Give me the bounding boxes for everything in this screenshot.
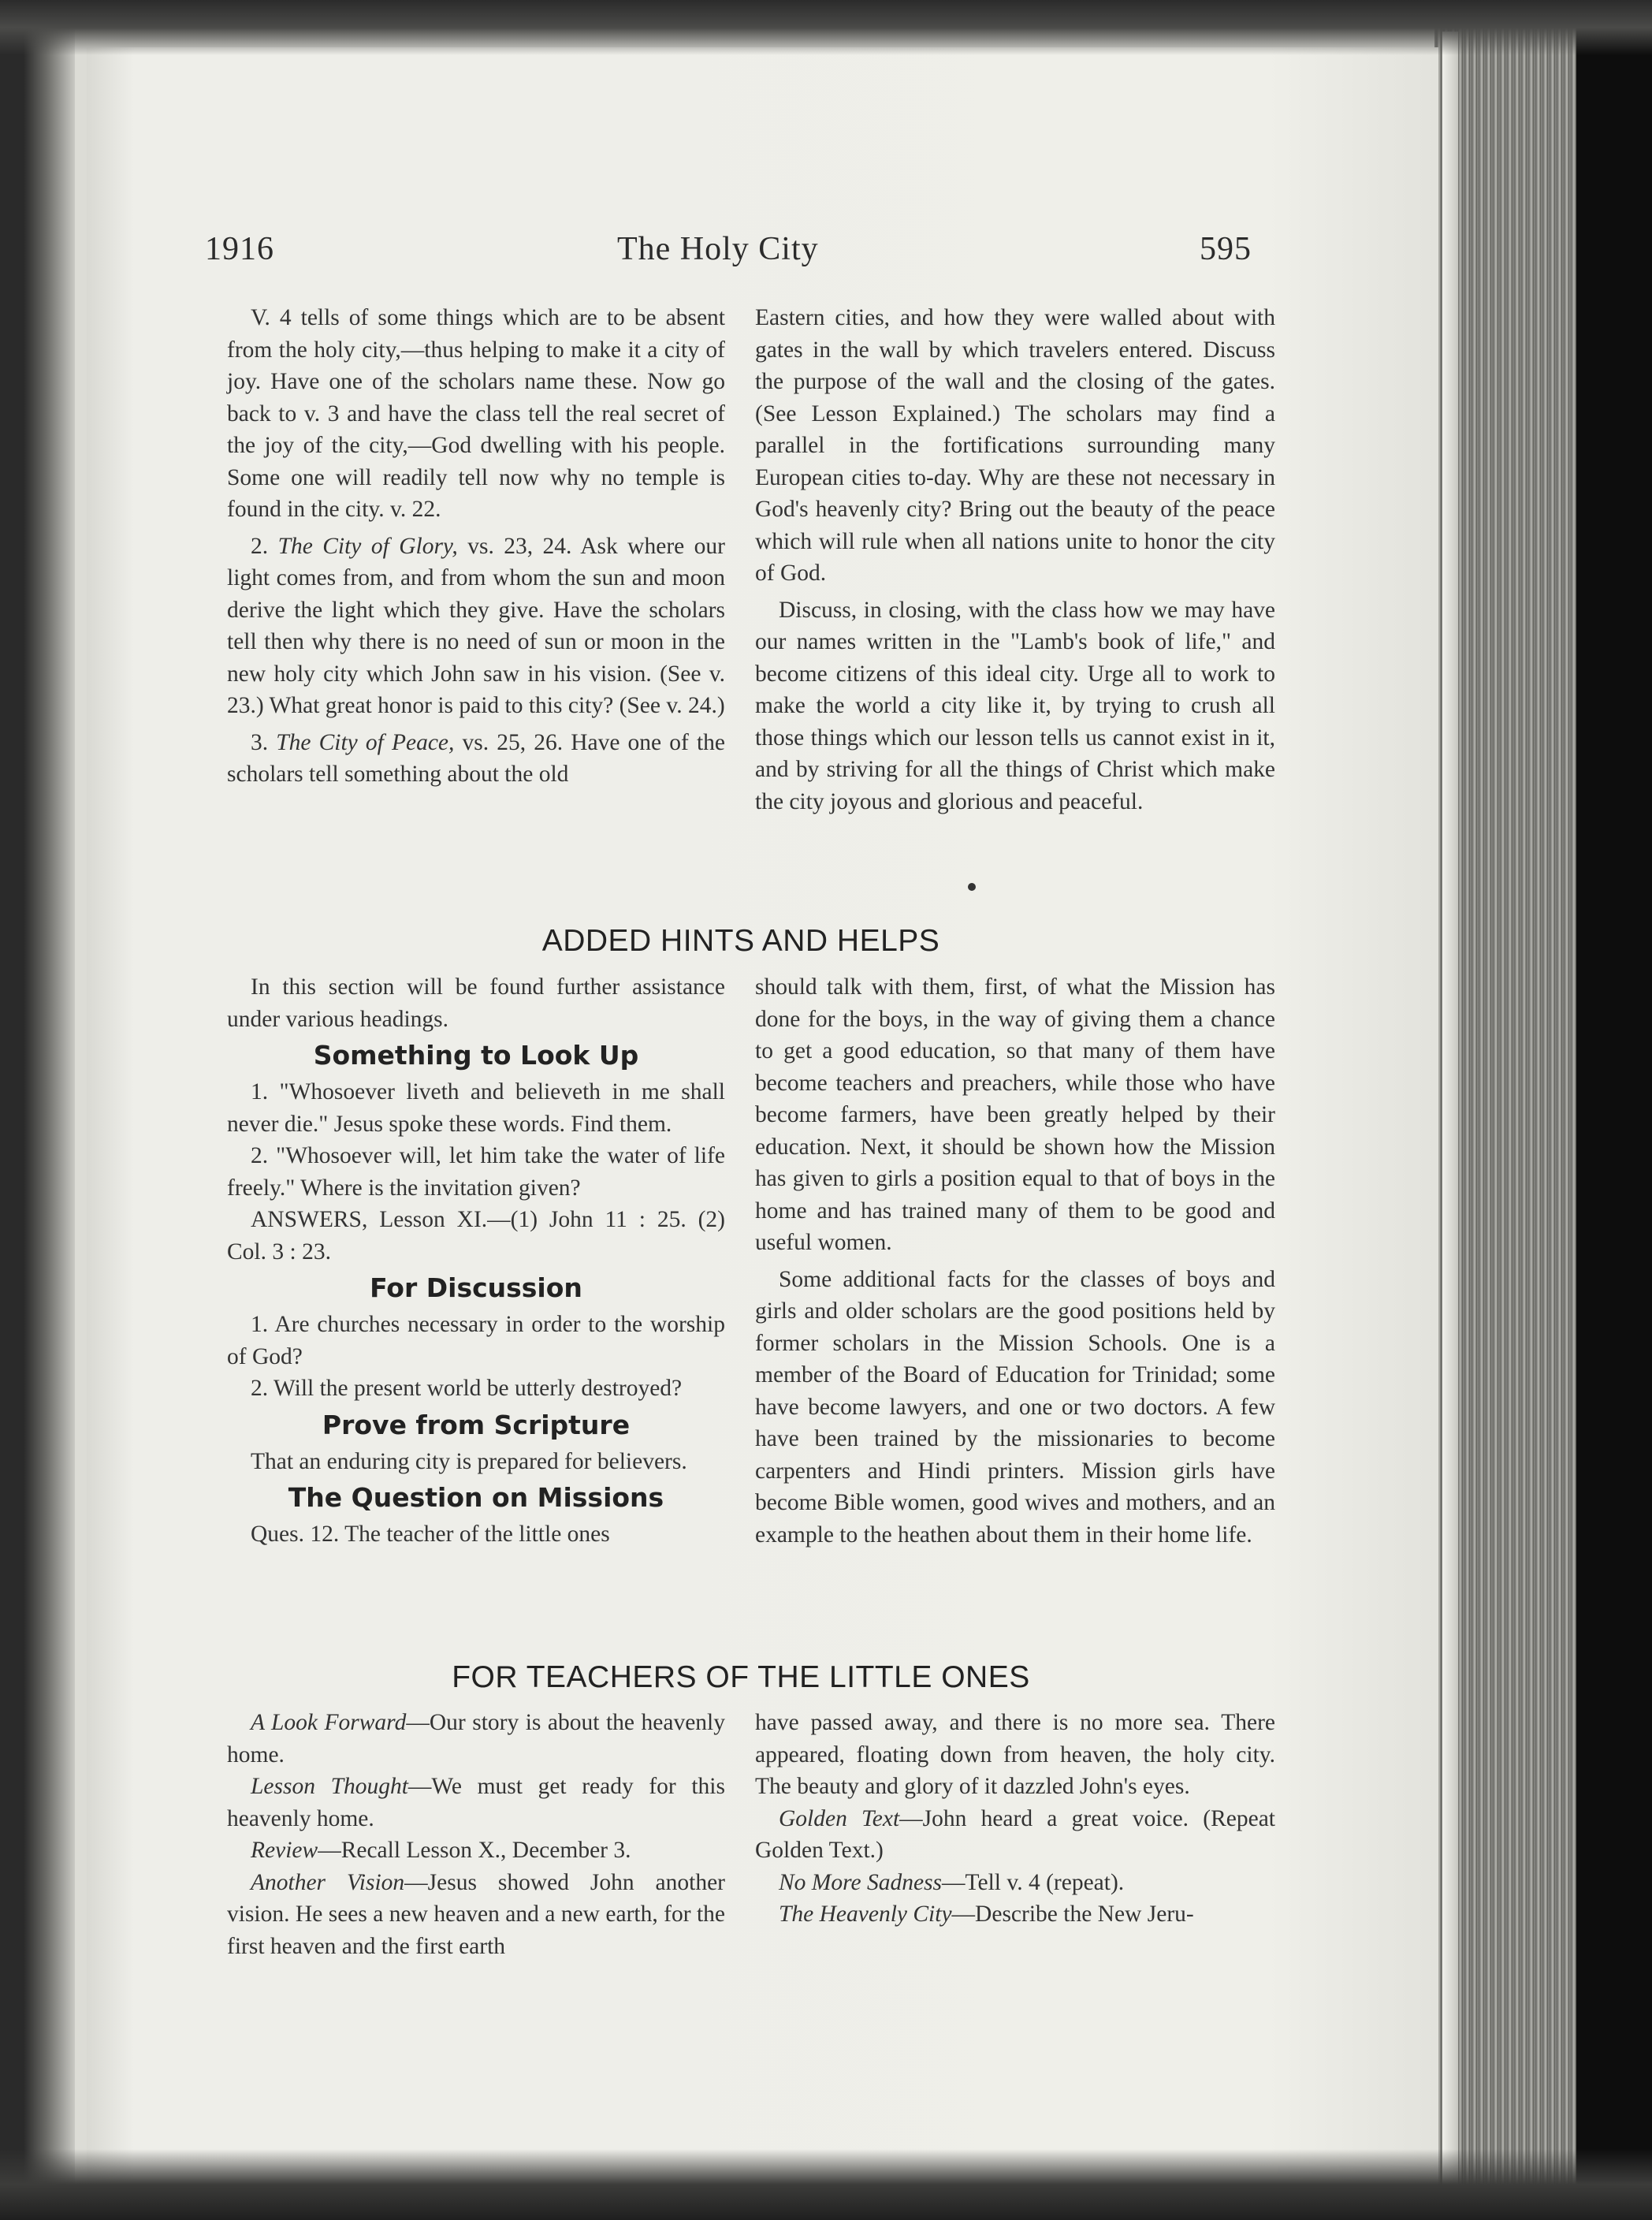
- header-year: 1916: [205, 231, 274, 267]
- scanner-border-top: [0, 0, 1652, 55]
- city-of-peace-text: vs. 25, 26. Have one of the scholars tell something about the old: [227, 729, 725, 787]
- golden-text-label: Golden Text: [779, 1805, 900, 1831]
- look-forward-paragraph: [227, 1707, 725, 1771]
- lesson-paragraph-1: V. 4 tells of some things which are to be absent from the holy city,—thus helping to make it a city of joy. Have one of the scholars name these. Now go back to v. 3 and have the class tell the real secret of the joy of the city,—God dwelling with his people. Some one will readily tell now why no temple is found in the city. v. 22.: [227, 305, 725, 522]
- scanner-border-bottom: [0, 2149, 1652, 2220]
- golden-text-paragraph: [755, 1803, 1275, 1867]
- heavenly-city-text: —Describe the New Jeru-: [951, 1902, 1194, 1927]
- lesson-thought-text: —We must get ready for this heavenly home.: [227, 1774, 725, 1831]
- missions-continued-paragraph: should talk with them, first, of what the Mission has done for the boys, in the way of giving them a chance to get a good education, so that many of them have become teachers and preachers, while those who have become farmers, have been greatly helped by their education. Next, it should be shown how the Mission has given to girls a position equal to that of boys in the home and has trained many of them to be good and useful women.: [755, 974, 1275, 1255]
- added-hints-heading: ADDED HINTS AND HELPS: [541, 924, 940, 958]
- look-up-heading: Something to Look Up: [313, 1040, 639, 1071]
- look-up-item-2: 2. "Whosoever will, let him take the water of life freely." Where is the invitation given?: [227, 1143, 725, 1201]
- answers-text: ANSWERS, Lesson XI.—(1) John 11 : 25. (2) Col. 3 : 23.: [227, 1207, 725, 1265]
- look-forward-text: —Our story is about the heavenly home.: [227, 1710, 725, 1767]
- city-of-peace-title: The City of Peace,: [276, 729, 455, 755]
- little-ones-right-column: [755, 1707, 1275, 1931]
- no-more-sadness-text: —Tell v. 4 (repeat).: [942, 1869, 1125, 1895]
- city-of-glory-text: vs. 23, 24. Ask where our light comes from, and from whom the sun and moon derive the light which they give. Have the scholars tell then why there is no need of sun or moon in the new holy city which John saw in his vision. (See v. 23.) What great honor is paid to this city? (See v. 24.): [227, 533, 726, 718]
- no-more-sadness-paragraph: [755, 1867, 1275, 1899]
- heavenly-city-paragraph: [755, 1898, 1275, 1931]
- discussion-item-2: 2. Will the present world be utterly destroyed?: [251, 1376, 683, 1401]
- lesson-right-paragraph-2: Discuss, in closing, with the class how we may have our names written in the "Lamb's book of life," and become citizens of this ideal city. Urge all to work to make the world a city like it, by trying to crush all those things which our lesson tells us cannot exist in it, and by striving for all the things of Christ which make the city joyous and glorious and peaceful.: [755, 597, 1275, 814]
- lesson-paragraph-3: 3. The City of Peace, vs. 25, 26. Have one of the scholars tell something about the old: [227, 729, 725, 787]
- another-vision-paragraph: [227, 1867, 725, 1963]
- scripture-text: That an enduring city is prepared for believers.: [251, 1448, 687, 1474]
- another-vision-label: Another Vision: [251, 1869, 405, 1895]
- golden-text-text: —John heard a great voice. (Repeat Golden Text.): [755, 1805, 1275, 1863]
- lesson-thought-label: Lesson Thought: [251, 1774, 408, 1799]
- look-forward-label: A Look Forward: [251, 1710, 407, 1735]
- header-page-number: 595: [1200, 231, 1252, 267]
- review-text: —Recall Lesson X., December 3.: [318, 1838, 631, 1863]
- hints-left-column: [227, 971, 725, 1551]
- ink-blot: [968, 883, 976, 891]
- lesson-paragraph-2: 2. The City of Glory, vs. 23, 24. Ask where our light comes from, and from whom the sun and moon derive the light which they give. Have the scholars tell then why there is no need of sun or moon in the new holy city which John saw in his vision. (See v. 23.) What great honor is paid to this city? (See v. 24.): [227, 533, 726, 718]
- scanner-border-right: [1576, 0, 1652, 2220]
- another-vision-text: —Jesus showed John another vision. He sees a new heaven and a new earth, for the first heaven and the first earth: [227, 1869, 725, 1959]
- lesson-right-paragraph-1: Eastern cities, and how they were walled about with gates in the wall by which travelers entered. Discuss the purpose of the wall and the closing of the gates. (See Lesson Explained.) The scholars may find a parallel in the fortifications surrounding many European cities to-day. Why are these not necessary in God's heavenly city? Bring out the beauty of the peace which will rule when all nations unite to honor the city of God.: [755, 305, 1275, 586]
- heavenly-city-label: The Heavenly City: [779, 1902, 952, 1927]
- passed-away-paragraph: have passed away, and there is no more sea. There appeared, floating down from heaven, the holy city. The beauty and glory of it dazzled John's eyes.: [755, 1710, 1275, 1799]
- missions-text: Ques. 12. The teacher of the little ones: [251, 1522, 610, 1547]
- city-of-glory-title: The City of Glory,: [277, 533, 458, 559]
- look-up-item-1: 1. "Whosoever liveth and believeth in me shall never die." Jesus spoke these words. Find them.: [227, 1079, 725, 1137]
- review-label: Review: [251, 1838, 318, 1863]
- hints-intro: In this section will be found further assistance under various headings.: [227, 974, 725, 1032]
- little-ones-left-column: [227, 1707, 725, 1962]
- missions-heading: The Question on Missions: [288, 1482, 664, 1513]
- scanner-border-left: [0, 0, 75, 2220]
- lesson-thought-paragraph: [227, 1771, 725, 1834]
- scripture-heading: Prove from Scripture: [322, 1409, 631, 1440]
- hints-right-column: [755, 971, 1275, 1551]
- discussion-item-1: 1. Are churches necessary in order to the worship of God?: [227, 1312, 725, 1369]
- lesson-left-column: [227, 302, 725, 791]
- lesson-right-column: [755, 302, 1275, 818]
- no-more-sadness-label: No More Sadness: [779, 1869, 943, 1895]
- discussion-heading: For Discussion: [370, 1272, 582, 1303]
- little-ones-heading: FOR TEACHERS OF THE LITTLE ONES: [452, 1660, 1030, 1694]
- book-page-edge-highlight: [1442, 32, 1458, 2192]
- additional-facts-paragraph: Some additional facts for the classes of boys and girls and older scholars are the good positions held by former scholars in the Mission Schools. One is a member of the Board of Education for Trinidad; some have become lawyers, and one or two doctors. A few have been trained by the missionaries to become carpenters and Hindi printers. Mission girls have become Bible women, good wives and mothers, and an example to the heathen about them in their home life.: [755, 1266, 1275, 1548]
- header-title: The Holy City: [617, 231, 819, 267]
- review-paragraph: [227, 1834, 725, 1867]
